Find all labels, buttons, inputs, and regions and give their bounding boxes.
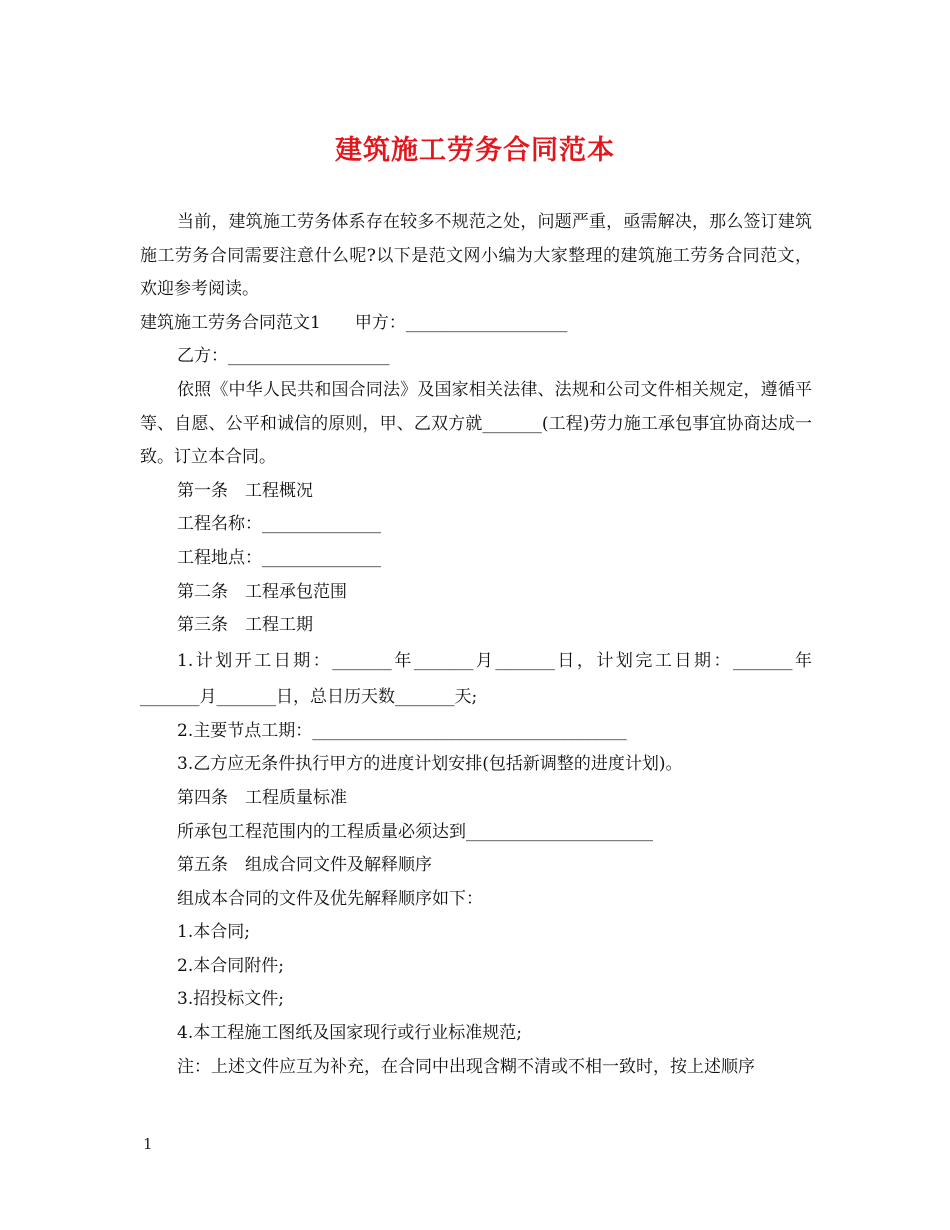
milestone-line: 2.主要节点工期：_____________________________________ — [177, 720, 627, 741]
project-location-line: 工程地点：______________ — [177, 547, 381, 568]
schedule-dates-line: 1.计划开工日期：_______年_______月_______日，计划完工日期：_______年_______月_______日，总日历天数_______天; — [140, 650, 812, 707]
document-body — [140, 206, 812, 1084]
paragraph-basis: 依照《中华人民共和国合同法》及国家相关法律、法规和公司文件相关规定，遵循平等、自愿、公平和诚信的原则，甲、乙双方就_______(工程)劳力施工承包事宜协商达成一致。订立本合同。 — [140, 379, 812, 468]
article-4-heading: 第四条 工程质量标准 — [177, 787, 347, 808]
paragraph-party-a: 建筑施工劳务合同范文1 甲方：___________________ — [140, 312, 568, 333]
document-item-1: 1.本合同; — [177, 922, 250, 943]
article-3-heading: 第三条 工程工期 — [177, 615, 313, 636]
document-item-4: 4.本工程施工图纸及国家现行或行业标准规范; — [177, 1023, 522, 1044]
paragraph-party-b: 乙方：___________________ — [177, 346, 390, 367]
documents-order-intro: 组成本合同的文件及优先解释顺序如下： — [177, 888, 483, 909]
article-2-heading: 第二条 工程承包范围 — [177, 581, 347, 602]
document-title: 建筑施工劳务合同范本 — [335, 135, 615, 166]
document-item-2: 2.本合同附件; — [177, 955, 284, 976]
document-item-3: 3.招投标文件; — [177, 989, 284, 1010]
article-5-heading: 第五条 组成合同文件及解释顺序 — [177, 855, 432, 876]
article-1-heading: 第一条 工程概况 — [177, 480, 313, 501]
note-line: 注：上述文件应互为补充，在合同中出现含糊不清或不相一致时，按上述顺序 — [177, 1056, 755, 1077]
schedule-compliance-line: 3.乙方应无条件执行甲方的进度计划安排(包括新调整的进度计划)。 — [177, 754, 683, 775]
project-name-line: 工程名称：______________ — [177, 514, 381, 535]
quality-standard-line: 所承包工程范围内的工程质量必须达到______________________ — [177, 821, 653, 842]
paragraph-intro: 当前，建筑施工劳务体系存在较多不规范之处，问题严重，亟需解决，那么签订建筑施工劳务合同需要注意什么呢?以下是范文网小编为大家整理的建筑施工劳务合同范文，欢迎参考阅读。 — [140, 212, 812, 300]
page-number: 1 — [143, 1135, 153, 1153]
